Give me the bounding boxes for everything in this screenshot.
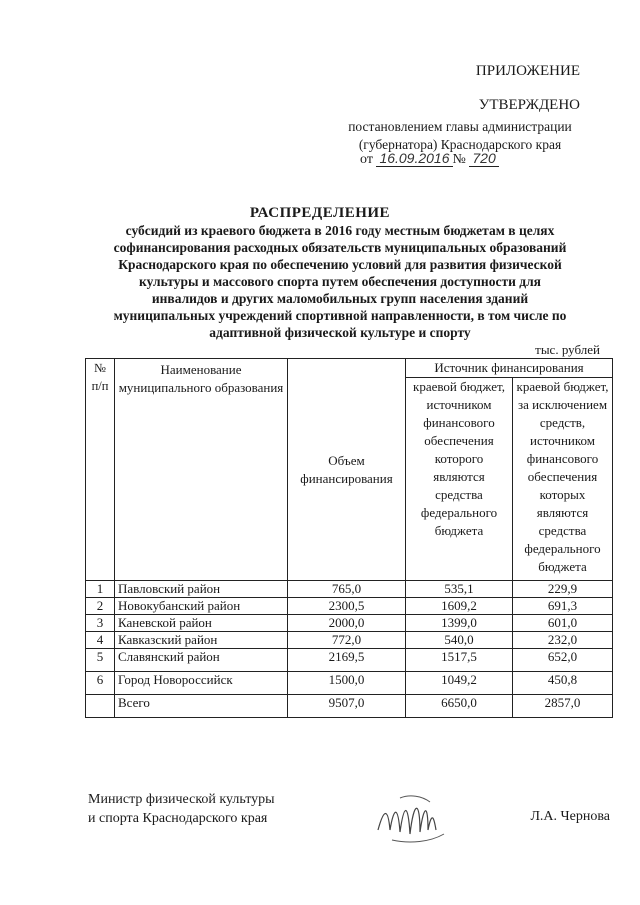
subtitle-line: инвалидов и других маломобильных групп населения зданий	[151, 291, 529, 306]
header-regional-federal: краевой бюджет, источником финансового обеспечения которого являются средства федерального бюджета	[406, 378, 513, 581]
table-row	[86, 649, 613, 672]
row-own: 601,0	[513, 615, 613, 632]
subtitle-line: Краснодарского края по обеспечению условий для развития физической	[118, 257, 562, 272]
decree-date: 16.09.2016	[376, 150, 452, 167]
total-volume: 9507,0	[288, 695, 406, 718]
row-num: 1	[86, 581, 115, 598]
signer-name: Л.А. Чернова	[530, 809, 610, 824]
row-num: 6	[86, 672, 115, 695]
row-name: Кавказский район	[115, 632, 288, 649]
position-line-1: Министр физической культуры	[88, 792, 275, 807]
row-num: 3	[86, 615, 115, 632]
row-federal: 535,1	[406, 581, 513, 598]
decree-line-1: постановлением главы администрации	[348, 119, 572, 134]
row-name: Славянский район	[115, 649, 288, 672]
subtitle-line: адаптивной физической культуре и спорту	[209, 325, 471, 340]
header-volume: Объем финансирования	[288, 359, 406, 581]
units-label: тыс. рублей	[535, 342, 600, 357]
total-row	[86, 695, 613, 718]
total-federal: 6650,0	[406, 695, 513, 718]
subsidy-table	[85, 358, 613, 718]
table-row	[86, 615, 613, 632]
appendix-label: ПРИЛОЖЕНИЕ	[475, 63, 580, 79]
total-label: Всего	[115, 695, 288, 718]
handwritten-signature	[370, 790, 480, 850]
total-own: 2857,0	[513, 695, 613, 718]
row-volume: 1500,0	[288, 672, 406, 695]
document-title: РАСПРЕДЕЛЕНИЕ	[249, 205, 391, 221]
row-num: 2	[86, 598, 115, 615]
row-federal: 1049,2	[406, 672, 513, 695]
row-federal: 540,0	[406, 632, 513, 649]
row-name: Каневской район	[115, 615, 288, 632]
header-name: Наименование муниципального образования	[115, 359, 288, 581]
decree-number: 720	[469, 150, 498, 167]
row-own: 691,3	[513, 598, 613, 615]
row-name: Город Новороссийск	[115, 672, 288, 695]
row-volume: 765,0	[288, 581, 406, 598]
table-row	[86, 632, 613, 649]
document-subtitle	[80, 222, 600, 341]
decree-line-2: (губернатора) Краснодарского края	[358, 137, 562, 152]
decree-date-line	[360, 150, 600, 168]
header-num: № п/п	[86, 359, 115, 581]
row-name: Павловский район	[115, 581, 288, 598]
row-volume: 772,0	[288, 632, 406, 649]
position-line-2: и спорта Краснодарского края	[88, 811, 268, 826]
table-row	[86, 581, 613, 598]
number-prefix: №	[452, 152, 466, 167]
subtitle-line: муниципальных учреждений спортивной направленности, в том числе по	[113, 308, 567, 323]
row-own: 229,9	[513, 581, 613, 598]
subtitle-line: культуры и массового спорта путем обеспечения доступности для	[139, 274, 541, 289]
row-own: 450,8	[513, 672, 613, 695]
approved-label: УТВЕРЖДЕНО	[478, 97, 580, 113]
table-row	[86, 598, 613, 615]
date-prefix: от	[360, 152, 373, 167]
row-federal: 1609,2	[406, 598, 513, 615]
row-volume: 2000,0	[288, 615, 406, 632]
header-regional-own: краевой бюджет, за исключением средств, источником финансового обеспечения которых являются средства федерального бюджета	[513, 378, 613, 581]
minister-position	[88, 790, 348, 828]
row-num: 4	[86, 632, 115, 649]
row-name: Новокубанский район	[115, 598, 288, 615]
row-own: 232,0	[513, 632, 613, 649]
subtitle-line: софинансирования расходных обязательств муниципальных образований	[113, 240, 567, 255]
decree-text	[320, 118, 600, 154]
row-volume: 2169,5	[288, 649, 406, 672]
table-row	[86, 672, 613, 695]
row-own: 652,0	[513, 649, 613, 672]
header-source: Источник финансирования	[406, 359, 613, 378]
subtitle-line: субсидий из краевого бюджета в 2016 году местным бюджетам в целях	[125, 223, 555, 238]
row-volume: 2300,5	[288, 598, 406, 615]
row-federal: 1399,0	[406, 615, 513, 632]
row-num: 5	[86, 649, 115, 672]
row-federal: 1517,5	[406, 649, 513, 672]
